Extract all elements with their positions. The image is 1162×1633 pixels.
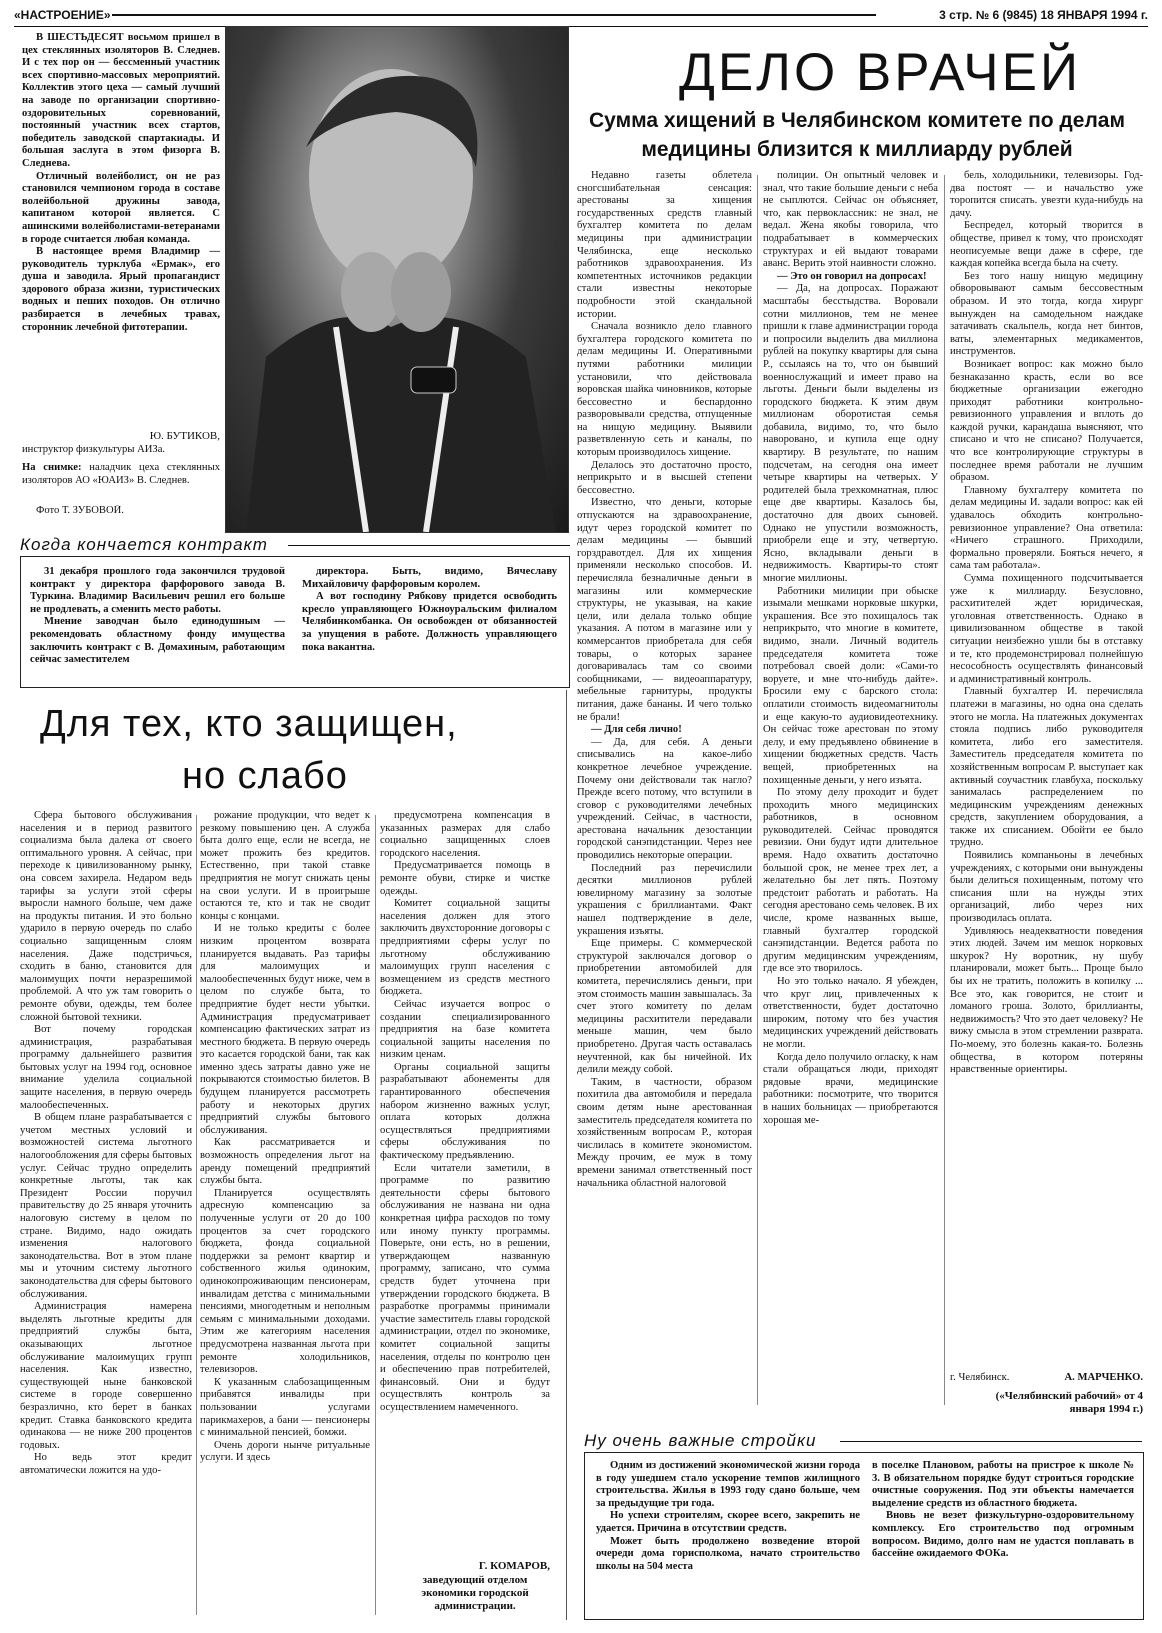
stroiki-paragraph: в поселке Плановом, работы на пристрое к школе № 3. В обязательном порядке будут строиться городские очистные сооружения. Под эти объекты намечается выделение средств из областного бюджета. xyxy=(872,1460,1134,1509)
slabo-paragraph: предусмотрена компенсация в указанных размерах для слабо социально защищенных слоев городского населения. xyxy=(380,810,550,859)
vrachi-signature-line xyxy=(950,1372,1143,1388)
stroiki-paragraph: Может быть продолжено возведение второй очереди дома горисполкома, начато строительство школы на 504 места xyxy=(596,1535,860,1572)
slabo-paragraph: Если читатели заметили, в программе по развитию деятельности сферы бытового обслуживания не названа ни одна конкретная цифра расходов по тому или иному пункту программы. Поверьте, они есть, но в решении, утверждающем названную программу, записано, что сумма средств будет уточнена при утверждении городского бюджета. В разработке программы принимали участие заместитель главы городской администрации, отдел по экономике, комитет социальной защиты населения, отделы по контролю цен и обеспечению прав потребителей, финансовый. Они и будут осуществлять контроль за осуществлением намеченного. xyxy=(380,1162,550,1413)
photo-caption xyxy=(22,462,220,502)
stroiki-heading-rule xyxy=(840,1441,1142,1442)
vrachi-signature: А. МАРЧЕНКО. xyxy=(1064,1372,1143,1383)
portrait-photo xyxy=(225,26,569,533)
contract-paragraph: Мнение заводчан было единодушным — рекомендовать областному фонду имущества заключить контракт с В. Домахиным, работающим сейчас заместителем xyxy=(30,616,285,666)
vrachi-paragraph: Сначала возникло дело главного бухгалтера городского комитета по делам медицины И. Оперативными путями работники милиции установили, что действовала воровская шайка чиновников, которые бессовестно и беспардонно разворовывали средства, отпущенные на нищую медицину. Выявили разветвленную сеть и каналы, по которым производилось хищение. xyxy=(577,321,752,459)
slabo-paragraph: Но ведь этот кредит автоматически ложится на удо- xyxy=(20,1452,192,1476)
stroiki-paragraph: Одним из достижений экономической жизни города в году ушедшем стало ускорение темпов жилищного строительства. Жилья в 1993 году сдано больше, чем за предыдущие три года. xyxy=(596,1460,860,1509)
vrachi-paragraph: бель, холодильники, телевизоры. Год-два постоят — и начальство уже торопится списать. увезти куда-нибудь на дачу. xyxy=(950,170,1143,219)
vrachi-paragraph: Но это только начало. Я убежден, что круг лиц, привлеченных к ответственности, будет достаточно широким, потому что без участия медицинских учреждений действовать не могли. xyxy=(763,976,938,1050)
issue-info: 3 стр. № 6 (9845) 18 ЯНВАРЯ 1994 г. xyxy=(939,8,1148,22)
vrachi-paragraph: Работники милиции при обыске изымали мешками норковые шкурки, украшения. Все это похищалось так неприкрыто, что многие в комитете, видимо, знали. Личный водитель председателя комитета тоже потребовал своей доли: «Сами-то воруете, и мне что-нибудь дайте». Бросили ему с барского стола: оплатили стоимость видеомагнитолы и еще какую-то аудиовидеотехнику. Он сейчас тоже арестован по этому делу, и ему предъявлено обвинение в хищении бюджетных средств. Часть вещей, приобретенных на похищенные деньги, у него изъята. xyxy=(763,585,938,786)
contract-column-2 xyxy=(302,566,557,680)
header-underline xyxy=(14,26,1148,27)
contract-paragraph: 31 декабря прошлого года закончился трудовой контракт у директора фарфорового завода В. Туркина. Владимир Васильевич решил его больше не продлевать, а сменить место работы. xyxy=(30,566,285,615)
vrachi-paragraph: Беспредел, который творится в обществе, привел к тому, что происходят неописуемые вещи даже в сфере, где каждая копейка всегда была на счету. xyxy=(950,220,1143,270)
stroiki-paragraph: Но успехи строителям, скорее всего, закрепить не удается. Причина в отсутствии средств. xyxy=(596,1510,860,1534)
caption-label: На снимке: xyxy=(22,462,82,473)
slabo-signature: Г. КОМАРОВ, xyxy=(478,1560,550,1572)
vrachi-paragraph: Когда дело получило огласку, к нам стали обращаться люди, приходят рядовые врачи, медицинские работники: посмотрите, что творится в наших больницах — приобретаются хорошая ме- xyxy=(763,1051,938,1126)
slabo-paragraph: Как рассматривается и возможность определения льгот на аренду помещений предприятий службы быта. xyxy=(200,1137,370,1187)
profile-author-role: инструктор физкультуры АИЗа. xyxy=(22,444,166,455)
vrachi-paragraph: Удивляюсь неадекватности поведения этих людей. Зачем им мешок норковых шкурок? Ну воротник, ну шубу планировали, может быть... Проще было бы их не тратить, положить в копилку ... Все это, как говорится, не стоит и ломаного гроша. Золото, бриллианты, недвижимость? Что это дает человеку? Не вижу смысла в этом стремлении разврата. По-моему, это болезнь какая-то. Болезнь общества, в котором потеряны нравственные ориентиры. xyxy=(950,925,1143,1076)
vrachi-paragraph: Известно, что деньги, которые отпускаются на здравоохранение, идут через городской комитет по делам медицины — бывший горздравотдел. Для их хищения применяли несколько способов. И. перечисляла безналичные деньги в магазины или коммерческие структуры, не указывая, на какие цели, или делала только общие указания. А потом в магазине или у коммерсантов приобретала для себя товары, о которых заранее договаривалась там со своими сообщниками, — видеоаппаратуру, мебельные гарнитуры, продукты питания, даже бананы. И чего только не брали! xyxy=(577,497,752,723)
stroiki-column-2 xyxy=(872,1460,1134,1612)
vrachi-column-1 xyxy=(577,170,752,1415)
vrachi-paragraph: Еще примеры. С коммерческой структурой заключался договор о приобретении автомобилей для комитета, перечислялись деньги, при этом стоимость машин завышалась. За счет этого комитету по делам медицины расхитители передавали меньше машин, чем было приобретено. Другая часть оставалась неучтенной, как бы ничейной. Их делили между собой. xyxy=(577,938,752,1076)
vrachi-question: — Это он говорил на допросах! xyxy=(777,270,927,282)
profile-author: Ю. БУТИКОВ, xyxy=(149,430,220,442)
portrait-figure xyxy=(226,27,568,532)
vrachi-source: («Челябинский рабочий» от 4 января 1994 г.) xyxy=(995,1390,1143,1415)
stroiki-heading: Ну очень важные стройки xyxy=(584,1431,822,1451)
contract-paragraph: директора. Быть, видимо, Вячеславу Михайловичу фарфоровым королем. xyxy=(302,566,557,590)
slabo-paragraph: Вот почему городская администрация, разрабатывая программу дальнейшего развития бытовых услуг на 1994 год, основное внимание уделила социальной защите населения, в первую очередь малообеспеченных. xyxy=(20,1024,192,1111)
section-divider xyxy=(566,690,567,1620)
vrachi-paragraph: По этому делу проходит и будет проходить много медицинских работников, в основном руководителей. Сейчас проводятся ревизии. Они будут идти длительное время. Надо охватить достаточно большой срок, не менее трех лет, а желательно бы лет пять. Поэтому предстоит работать и работать. На сегодня арестовано семь человек. В их числе, кроме названных выше, главный бухгалтер городской санэпидстанции. Ведется работа по другим медицинским учреждениям, где все это творилось. xyxy=(763,787,938,975)
column-divider xyxy=(375,815,376,1615)
vrachi-paragraph: Таким, в частности, образом похитила два автомобиля и передала своим детям ныне арестованная заместитель председателя комитета по хозяйственным вопросам Р., которая числилась в комитете экономистом. Между прочим, ее муж в тому времени занимал ответственный пост начальника областной налоговой xyxy=(577,1076,752,1189)
contract-heading-rule xyxy=(288,545,570,546)
article-subtitle-vrachi: Сумма хищений в Челябинском комитете по делам медицины близится к миллиарду рублей xyxy=(589,109,1125,161)
column-divider xyxy=(944,175,945,1405)
vrachi-paragraph: Недавно газеты облетела сногсшибательная сенсация: арестованы за хищения государственных средств главный бухгалтер комитета по делам медицины при администрации Челябинска, еще несколько работников здравоохранения. Из компетентных источников редакции стали известны некоторые подробности этой скандальной истории. xyxy=(577,170,752,320)
photo-credit: Фото Т. ЗУБОВОЙ. xyxy=(36,505,124,516)
vrachi-paragraph: Главный бухгалтер И. перечисляла платежи в магазины, но одна она сделать этого не могла. На платежных документах стояла подпись либо руководителя комитета, либо его заместителя. Заместитель председателя комитета по хозяйственным вопросам Р. выступает как активный соучастник главбуха, поскольку занималась распределением по медицинским учреждениям денежных средств, закуплением оборудования, а также их списанием. Обойти ее было трудно. xyxy=(950,686,1143,849)
vrachi-column-3 xyxy=(950,170,1143,1360)
vrachi-paragraph: Главному бухгалтеру комитета по делам медицины И. задали вопрос: как ей удавалось обходить контрольно-ревизионное управление? Она ответила: «Ничего страшного. Приходили, формально проверяли. Бояться нечего, я сама там работала». xyxy=(950,484,1143,572)
slabo-paragraph: Администрация намерена выделять льготные кредиты для предприятий службы быта, оказывающих льготное обслуживание малоимущих групп населения. Как известно, существующей ныне банковской системе в городе совершенно безразлично, кто берет в банках кредит. Ставка банковского кредита одинакова — не ниже 200 процентов годовых. xyxy=(20,1301,192,1451)
vrachi-paragraph: Без того нашу нищую медицину обворовывают самым бессовестным образом. И это тогда, когда хирург вынужден на самодельном наждаке затачивать скальпель, когда нет бинтов, ваты, элементарных медикаментов, инструментов. xyxy=(950,270,1143,358)
stroiki-paragraph: Вновь не везет физкультурно-оздоровительному комплексу. Его строительство под огромным вопросом. Видимо, долго нам не удастся поплавать в бассейне ожидаемого ФОКа. xyxy=(872,1510,1134,1560)
slabo-paragraph: Органы социальной защиты разрабатывают абонементы для гарантированного обеспечения набором жизненно важных услуг, оплата которых должна осуществляться предприятиями сферы обслуживания по фактическому предъявлению. xyxy=(380,1061,550,1162)
vrachi-paragraph: — Да, для себя. А деньги списывались на какое-либо конкретное лечебное учреждение. Почему они действовали так нагло? Прежде всего потому, что вступили в сговор с руководителями лечебных учреждений. Сейчас, в частности, арестована начальник дезостанции городской санэпидстанции. Через нее проводились некоторые операции. xyxy=(577,736,752,862)
vrachi-signature-place: г. Челябинск. xyxy=(950,1372,1010,1383)
vrachi-paragraph: Делалось это достаточно просто, неприкрыто и в высшей степени бессовестно. xyxy=(577,459,752,496)
article-title-vrachi: ДЕЛО ВРАЧЕЙ xyxy=(678,43,1082,102)
vrachi-question: — Для себя лично! xyxy=(591,724,682,736)
slabo-paragraph: Сфера бытового обслуживания населения и в период развитого социализма была далека от своего оптимального уровня. А сейчас, при переходе к цивилизованному рынку, она совсем захирела. Недаром ведь тарифы за услуги этой сферы выросли намного больше, чем даже на продукты питания. И это больно ударило в первую очередь по слабо социально защищенным слоям населения. Даже подстричься, сходить в баню, становится для малоимущих почти неразрешимой проблемой. А что уж там говорить о ремонте обуви, одежды, тем более сложной бытовой техники. xyxy=(20,810,192,1023)
vrachi-column-2 xyxy=(763,170,938,1415)
slabo-paragraph: К указанным слабозащищенным прибавятся инвалиды при пользовании услугами парикмахеров, а бани — пенсионеры с минимальной пенсией, бомжи. xyxy=(200,1376,370,1439)
slabo-paragraph: В общем плане разрабатывается с учетом местных условий и возможностей система льготного налогообложения для сферы бытовых услуг. Сейчас трудно определить конкретные льготы, так как Президент России поручил правительству до 25 января уточнить налоговую систему в целом по стране. Видимо, надо ожидать изменения налогового законодательства. Вот в этом плане мы и уточним систему льготного законодательства для сферы бытового обслуживания. xyxy=(20,1112,192,1300)
stroiki-column-1 xyxy=(596,1460,860,1612)
slabo-column-3 xyxy=(380,810,550,1550)
slabo-paragraph: Планируется осуществлять адресную компенсацию за полученные услуги от 20 до 100 процентов за счет городского бюджета, фонда социальной поддержки за ремонт квартир и собственного жилья одиноким, одинокопроживающим пенсионерам, инвалидам детства с минимальными пенсиями, многодетным и неполным семьям с минимальными доходами. Этим же категориям населения предусмотрена названная льгота при ремонте холодильников, телевизоров. xyxy=(200,1187,370,1376)
vrachi-paragraph: Сумма похищенного подсчитывается уже к миллиарду. Безусловно, расхитителей ждет юридическая, уголовная ответственность. Однако в цивилизованном обществе в такой ситуации неизбежно ушли бы в отставку и те, кто продемонстрировал полнейшую несособность осуществлять финансовый и административный контроль. xyxy=(950,573,1143,685)
vrachi-paragraph: — Да, на допросах. Поражают масштабы бесстыдства. Воровали сотни миллионов, тем не менее пришли к главе администрации города и попросили выделить два миллиона рублей на покупку квартиры для сына Р., ссылаясь на то, что он бывший военнослужащий и имеет право на льготы. Деньги были выделены из городского бюджета. К этим двум миллионам оборотистая семья добавила, видимо, то, что было наворовано, и купила еще одну квартиру. В результате, по нашим подсчетам, на сегодня она имеет четыре квартиры на четверых. У родителей была трехкомнатная, плюс еще две квартиры. Казалось бы, достаточно для двоих сыновей. Однако не упустили возможность, приобрели еще и эту, четвертую. Ясно, вкладывали деньги в недвижимость. Квартиры-то стоят многие миллионы. xyxy=(763,283,938,584)
vrachi-paragraph: Возникает вопрос: как можно было безнаказанно красть, если во все бюджетные организации ежегодно приходят работники контрольно-ревизионного управления и вплоть до каждой ручки, карандаша выясняют, что списано и что не списано? Получается, что все контролирующие структуры в последнее время работали не лучшим образом. xyxy=(950,358,1143,484)
caption-text: наладчик цеха стеклянных изоляторов АО «ЮАИЗ» В. Следнев. xyxy=(22,462,220,486)
slabo-column-2 xyxy=(200,810,370,1605)
slabo-column-1 xyxy=(20,810,192,1605)
slabo-signature-role: заведующий отделом экономики городской администрации. xyxy=(421,1574,529,1612)
contract-heading: Когда кончается контракт xyxy=(20,535,274,555)
slabo-paragraph: Комитет социальной защиты населения должен для этого заключить двухсторонние договоры с предприятиями сферы услуг по льготному обслуживанию малоимущих групп населения с возмещением из средств местного бюджета. xyxy=(380,898,550,998)
header-rule xyxy=(112,14,876,16)
column-divider xyxy=(757,175,758,1405)
article-title-slabo-line1: Для тех, кто защищен, xyxy=(40,703,458,745)
vrachi-paragraph: Последний раз перечислили десятки миллионов рублей ювелирному магазину за золотые украшения с бриллиантами. Факт нашел подтверждение в деле, украшения изъяты. xyxy=(577,862,752,937)
profile-article xyxy=(22,32,220,388)
vrachi-paragraph: полиции. Он опытный человек и знал, что такие большие деньги с неба не сыплются. Сейчас он объясняет, что, как первоклассник: не знал, не ведал. Жена якобы говорила, что подрабатывает в коммерческих структурах и ей выдают товарами аванс. Верить этой наивности сложно. xyxy=(763,170,938,270)
contract-column-1 xyxy=(30,566,285,680)
slabo-paragraph: И не только кредиты с более низким процентом возврата планируется выдавать. Раз тарифы для малоимущих и малообеспеченных будут ниже, чем в целом по службе быта, то предприятие будет нести убытки. Администрация предусматривает компенсацию фактических затрат из местного бюджета. В первую очередь это касается городской бани, так как именно здесь затраты давно уже не покрываются стоимостью билетов. В будущем планируется рассмотреть работу и некоторых других предприятий службы бытового обслуживания. xyxy=(200,923,370,1136)
profile-paragraph: В ШЕСТЬДЕСЯТ восьмом пришел в цех стеклянных изоляторов В. Следнев. И с тех пор он — бессменный участник всех спортивно-массовых мероприятий. Коллектив этого цеха — самый лучший на заводе по организации спортивно-оздоровительных соревнований, постоянный участник всех стартов, победитель заводской спартакиады. И большая заслуга в этом физорга В. Следнева. xyxy=(22,32,220,169)
slabo-paragraph: Сейчас изучается вопрос о создании специализированного предприятия на базе комитета социальной защиты населения по низким ценам. xyxy=(380,998,550,1061)
section-name: «НАСТРОЕНИЕ» xyxy=(14,8,111,22)
contract-paragraph: А вот господину Рябкову придется освободить кресло управляющего Южноуральским филиалом Челябинкомбанка. Он освобожден от обязанностей за упущения в работе. Должность управляющего пока вакантна. xyxy=(302,591,557,653)
profile-paragraph: В настоящее время Владимир — руководитель турклуба «Ермак», его душа и заводила. Ярый пропагандист здорового образа жизни, туристических водных и пеших походов. Он отлично разбирается в лечебных травах, сторонник лечебной фитотерапии. xyxy=(22,246,220,333)
column-divider xyxy=(196,815,197,1615)
article-title-slabo-line2: но слабо xyxy=(182,755,348,797)
vrachi-paragraph: Появились компаньоны в лечебных учреждениях, с которыми они вынуждены были делиться похищенным, потому что списания шли на нужды этих организаций, либо через них производилась оплата. xyxy=(950,850,1143,925)
slabo-paragraph: рожание продукции, что ведет к резкому повышению цен. А служба быта долго еще, если не всегда, не может прожить без кредитов. Естественно, при такой ставке предприятия не могут снижать цены на свои услуги. И в проигрыше остаются те, кто и так не сводит концы с концами. xyxy=(200,810,370,922)
profile-paragraph: Отличный волейболист, он не раз становился чемпионом города в составе волейбольной дружины завода, капитаном которой является. С ашинскими волейболистами-ветеранами в городе считается любая команда. xyxy=(22,170,220,245)
slabo-paragraph: Очень дороги нынче ритуальные услуги. И здесь xyxy=(200,1439,370,1464)
slabo-paragraph: Предусматривается помощь в ремонте обуви, стирке и чистке одежды. xyxy=(380,860,550,897)
